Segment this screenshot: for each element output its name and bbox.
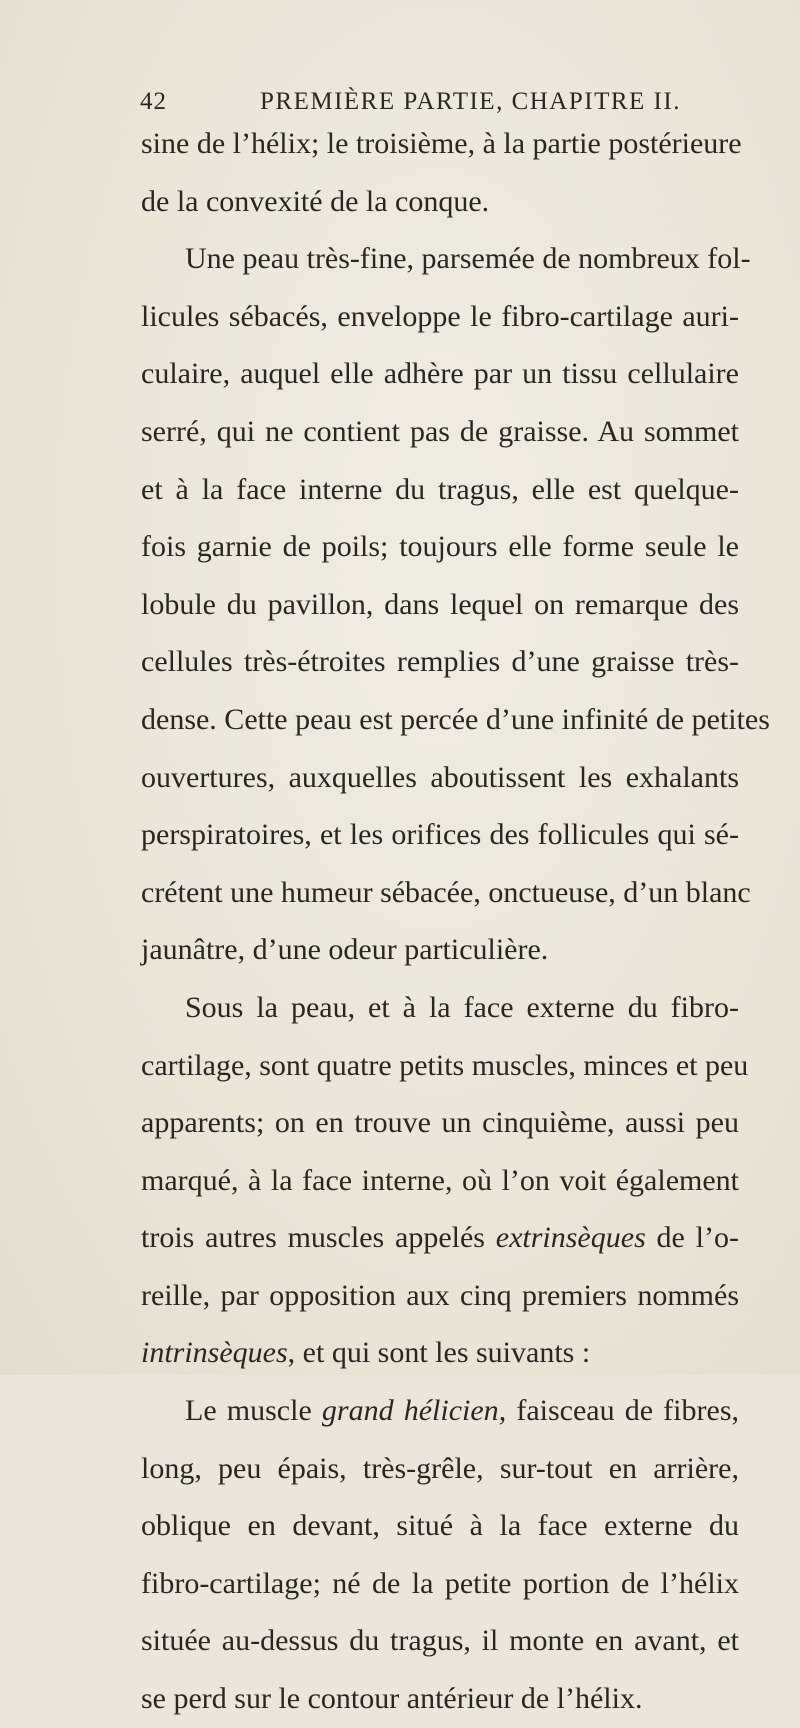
body-text — [141, 115, 770, 1728]
text-line: reille, par opposition aux cinq premiers nommés — [141, 1278, 739, 1312]
running-title: PREMIÈRE PARTIE, CHAPITRE II. — [260, 88, 681, 115]
text-line: sine de l’hélix; le troisième, à la partie postérieure — [141, 127, 742, 160]
line-text: , et qui sont les suivants : — [287, 1336, 591, 1370]
paragraph-start-line: Sous la peau, et à la face externe du fibro- — [185, 990, 739, 1024]
text-line: dense. Cette peau est percée d’une infinité de petites — [141, 702, 770, 736]
text-line: oblique en devant, situé à la face externe du — [141, 1509, 739, 1543]
text-line: fibro-cartilage; né de la petite portion de l’hélix — [141, 1566, 739, 1600]
line-text: Le muscle — [185, 1394, 322, 1428]
page-number: 42 — [140, 88, 167, 115]
line-text: de l’o- — [645, 1221, 739, 1255]
text-line: fois garnie de poils; toujours elle forme seule le — [141, 530, 739, 564]
text-line: culaire, auquel elle adhère par un tissu cellulaire — [141, 357, 739, 391]
text-line: crétent une humeur sébacée, onctueuse, d’un blanc — [141, 875, 751, 909]
italic-term: extrinsèques — [495, 1221, 646, 1255]
text-line: licules sébacés, enveloppe le fibro-cartilage auri- — [141, 299, 739, 333]
italic-term: intrinsèques — [141, 1336, 288, 1370]
text-line: située au-dessus du tragus, il monte en avant, et — [141, 1624, 739, 1658]
text-line: ouvertures, auxquelles aboutissent les exhalants — [141, 760, 739, 794]
paragraph-start-line — [141, 1382, 739, 1440]
text-line: jaunâtre, d’une odeur particulière. — [141, 933, 549, 967]
text-line: et à la face interne du tragus, elle est quelque- — [141, 472, 739, 506]
text-line: marqué, à la face interne, où l’on voit également — [141, 1163, 739, 1197]
text-line: perspiratoires, et les orifices des follicules qui sé- — [141, 818, 739, 852]
paragraph-start-line: Une peau très-fine, parsemée de nombreux fol- — [185, 242, 751, 276]
text-line — [141, 1209, 739, 1267]
line-text: , faisceau de fibres, — [498, 1394, 739, 1428]
text-line: se perd sur le contour antérieur de l’hélix. — [141, 1682, 643, 1716]
line-text: trois autres muscles appelés — [141, 1221, 496, 1255]
text-line: cartilage, sont quatre petits muscles, minces et peu — [141, 1048, 749, 1082]
text-line — [141, 1324, 739, 1382]
text-line: lobule du pavillon, dans lequel on remarque des — [141, 587, 739, 621]
italic-term: grand hélicien — [321, 1394, 499, 1428]
text-line: cellules très-étroites remplies d’une graisse très- — [141, 645, 739, 679]
text-line: apparents; on en trouve un cinquième, aussi peu — [141, 1106, 739, 1140]
text-line: serré, qui ne contient pas de graisse. Au sommet — [141, 414, 739, 448]
text-line: de la convexité de la conque. — [141, 184, 490, 218]
text-line: long, peu épais, très-grêle, sur-tout en arrière, — [141, 1451, 739, 1485]
